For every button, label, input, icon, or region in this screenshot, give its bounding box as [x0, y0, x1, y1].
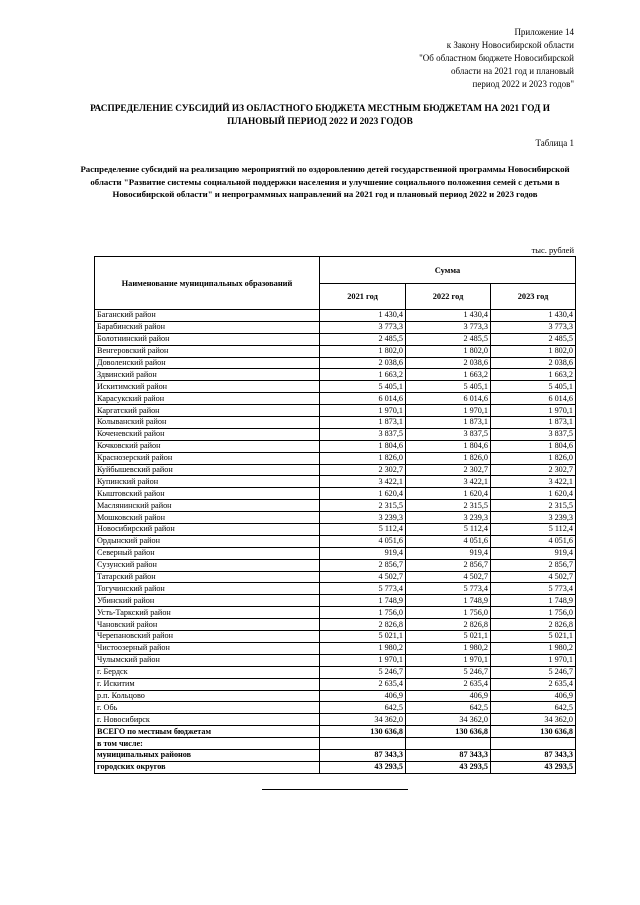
- table-row: [95, 393, 576, 405]
- cell-amount: 2 635,4: [491, 678, 576, 690]
- cell-municipality: Венгеровский район: [95, 345, 320, 357]
- cell-amount: 2 315,5: [320, 500, 406, 512]
- cell-amount: 642,5: [406, 702, 491, 714]
- table-row: [95, 749, 576, 761]
- cell-amount: 1 802,0: [320, 345, 406, 357]
- cell-municipality: Ордынский район: [95, 535, 320, 547]
- cell-amount: 1 970,1: [406, 654, 491, 666]
- cell-amount: 5 246,7: [491, 666, 576, 678]
- cell-amount: 2 302,7: [491, 464, 576, 476]
- cell-amount: 1 802,0: [491, 345, 576, 357]
- table-row: [95, 369, 576, 381]
- annex-line: области на 2021 год и плановый: [451, 66, 574, 76]
- table-row: [95, 512, 576, 524]
- cell-amount: 642,5: [491, 702, 576, 714]
- cell-municipality: Барабинский район: [95, 321, 320, 333]
- cell-amount: 3 422,1: [320, 476, 406, 488]
- units-label: тыс. рублей: [531, 245, 574, 255]
- cell-amount: 5 246,7: [406, 666, 491, 678]
- cell-amount: 642,5: [320, 702, 406, 714]
- table-row: [95, 583, 576, 595]
- cell-amount: 1 430,4: [406, 310, 491, 322]
- header-name: Наименование муниципальных образований: [95, 257, 320, 310]
- document-title: РАСПРЕДЕЛЕНИЕ СУБСИДИЙ ИЗ ОБЛАСТНОГО БЮДЖЕТА МЕСТНЫМ БЮДЖЕТАМ НА 2021 ГОД И ПЛАНОВЫЙ ПЕРИОД 2022 И 2023 ГОДОВ: [90, 104, 550, 127]
- cell-amount: 2 485,5: [406, 333, 491, 345]
- annex-line: к Закону Новосибирской области: [446, 40, 574, 50]
- cell-municipality: городских округов: [95, 761, 320, 773]
- cell-amount: 130 636,8: [320, 726, 406, 738]
- table-row: [95, 761, 576, 773]
- table-row: [95, 500, 576, 512]
- cell-municipality: Татарский район: [95, 571, 320, 583]
- cell-municipality: Купинский район: [95, 476, 320, 488]
- table-row: [95, 642, 576, 654]
- table-row: [95, 440, 576, 452]
- table-row: [95, 595, 576, 607]
- cell-amount: 3 837,5: [406, 428, 491, 440]
- cell-municipality: ВСЕГО по местным бюджетам: [95, 726, 320, 738]
- table-row: [95, 666, 576, 678]
- table-row: [95, 464, 576, 476]
- cell-municipality: Мошковский район: [95, 512, 320, 524]
- cell-municipality: Черепановский район: [95, 631, 320, 643]
- cell-amount: 919,4: [320, 547, 406, 559]
- cell-municipality: г. Обь: [95, 702, 320, 714]
- cell-municipality: Северный район: [95, 547, 320, 559]
- cell-amount: 1 756,0: [320, 607, 406, 619]
- cell-amount: 1 970,1: [320, 405, 406, 417]
- cell-amount: 1 748,9: [491, 595, 576, 607]
- cell-amount: 1 430,4: [320, 310, 406, 322]
- cell-municipality: Карасукский район: [95, 393, 320, 405]
- cell-amount: 2 826,8: [491, 619, 576, 631]
- cell-amount: 5 773,4: [320, 583, 406, 595]
- table-row: [95, 702, 576, 714]
- table-row: [95, 428, 576, 440]
- table-row: [95, 714, 576, 726]
- cell-municipality: Чановский район: [95, 619, 320, 631]
- cell-amount: 2 302,7: [320, 464, 406, 476]
- cell-amount: 1 620,4: [320, 488, 406, 500]
- cell-amount: 5 112,4: [320, 524, 406, 536]
- cell-amount: 130 636,8: [406, 726, 491, 738]
- cell-amount: 5 405,1: [320, 381, 406, 393]
- cell-amount: 1 970,1: [320, 654, 406, 666]
- cell-amount: 1 826,0: [320, 452, 406, 464]
- table-row: [95, 547, 576, 559]
- cell-municipality: Коченевский район: [95, 428, 320, 440]
- cell-amount: 5 405,1: [491, 381, 576, 393]
- cell-amount: 1 980,2: [320, 642, 406, 654]
- cell-amount: 1 970,1: [491, 654, 576, 666]
- table-row: [95, 631, 576, 643]
- table-row: [95, 654, 576, 666]
- cell-municipality: Баганский район: [95, 310, 320, 322]
- cell-amount: 4 051,6: [491, 535, 576, 547]
- cell-amount: 3 837,5: [491, 428, 576, 440]
- cell-amount: 5 112,4: [406, 524, 491, 536]
- cell-amount: 2 856,7: [491, 559, 576, 571]
- cell-amount: 919,4: [491, 547, 576, 559]
- cell-amount: 87 343,3: [406, 749, 491, 761]
- cell-municipality: Тогучинский район: [95, 583, 320, 595]
- table-row: [95, 488, 576, 500]
- table-row: [95, 559, 576, 571]
- cell-municipality: Маслянинский район: [95, 500, 320, 512]
- cell-amount: 1 620,4: [491, 488, 576, 500]
- cell-amount: 1 756,0: [491, 607, 576, 619]
- cell-amount: 6 014,6: [320, 393, 406, 405]
- cell-amount: 1 980,2: [406, 642, 491, 654]
- cell-amount: 406,9: [406, 690, 491, 702]
- cell-amount: 1 804,6: [491, 440, 576, 452]
- cell-municipality: Здвинский район: [95, 369, 320, 381]
- cell-municipality: Усть-Таркский район: [95, 607, 320, 619]
- cell-amount: 1 980,2: [491, 642, 576, 654]
- table-row: [95, 571, 576, 583]
- cell-amount: 4 051,6: [320, 535, 406, 547]
- table-row: [95, 333, 576, 345]
- cell-amount: 2 315,5: [406, 500, 491, 512]
- cell-municipality: г. Новосибирск: [95, 714, 320, 726]
- table-row: [95, 690, 576, 702]
- cell-municipality: муниципальных районов: [95, 749, 320, 761]
- cell-amount: 1 804,6: [320, 440, 406, 452]
- table-row: [95, 417, 576, 429]
- cell-amount: 1 873,1: [406, 417, 491, 429]
- cell-amount: 2 635,4: [406, 678, 491, 690]
- cell-amount: 3 239,3: [491, 512, 576, 524]
- cell-amount: 6 014,6: [491, 393, 576, 405]
- cell-municipality: Кочковский район: [95, 440, 320, 452]
- cell-amount: 1 663,2: [406, 369, 491, 381]
- table-row: [95, 321, 576, 333]
- cell-amount: 1 970,1: [406, 405, 491, 417]
- cell-amount: 2 038,6: [320, 357, 406, 369]
- table-row: [95, 381, 576, 393]
- table-row: [95, 405, 576, 417]
- cell-municipality: Кыштовский район: [95, 488, 320, 500]
- cell-municipality: Доволенский район: [95, 357, 320, 369]
- cell-amount: 3 239,3: [320, 512, 406, 524]
- table-row: [95, 524, 576, 536]
- cell-amount: 1 748,9: [406, 595, 491, 607]
- cell-amount: 2 856,7: [320, 559, 406, 571]
- cell-amount: 1 873,1: [320, 417, 406, 429]
- table-row: [95, 535, 576, 547]
- cell-amount: 1 873,1: [491, 417, 576, 429]
- cell-amount: 5 246,7: [320, 666, 406, 678]
- cell-municipality: Краснозерский район: [95, 452, 320, 464]
- cell-municipality: в том числе:: [95, 738, 320, 750]
- cell-amount: 919,4: [406, 547, 491, 559]
- cell-amount: 5 021,1: [406, 631, 491, 643]
- table-title: Распределение субсидий на реализацию мероприятий по оздоровлению детей государственной программы Новосибирской области "Развитие системы социальной поддержки населения и улучшение социального положения семей с детьми в Новосибирской области" и непрограммных направлений на 2021 год и плановый период 2022 и 2023 годов: [80, 164, 570, 199]
- cell-amount: 87 343,3: [491, 749, 576, 761]
- cell-amount: 3 239,3: [406, 512, 491, 524]
- cell-amount: 5 021,1: [491, 631, 576, 643]
- cell-amount: 43 293,5: [491, 761, 576, 773]
- cell-amount: 2 485,5: [491, 333, 576, 345]
- cell-amount: 6 014,6: [406, 393, 491, 405]
- table-row: [95, 738, 576, 750]
- header-year: 2023 год: [491, 284, 576, 310]
- table-row: [95, 357, 576, 369]
- cell-amount: 1 620,4: [406, 488, 491, 500]
- header-year: 2021 год: [320, 284, 406, 310]
- table-row: [95, 619, 576, 631]
- cell-amount: 406,9: [491, 690, 576, 702]
- cell-amount: 34 362,0: [491, 714, 576, 726]
- cell-amount: 4 502,7: [320, 571, 406, 583]
- annex-block: [354, 26, 574, 91]
- table-number: Таблица 1: [535, 138, 574, 148]
- cell-amount: 3 773,3: [491, 321, 576, 333]
- cell-amount: 43 293,5: [320, 761, 406, 773]
- cell-municipality: Новосибирский район: [95, 524, 320, 536]
- cell-municipality: Каргатский район: [95, 405, 320, 417]
- cell-amount: 2 302,7: [406, 464, 491, 476]
- cell-municipality: г. Искитим: [95, 678, 320, 690]
- cell-amount: 3 773,3: [406, 321, 491, 333]
- cell-municipality: Чистоозерный район: [95, 642, 320, 654]
- table-row: [95, 476, 576, 488]
- cell-amount: 3 422,1: [406, 476, 491, 488]
- cell-amount: 4 502,7: [491, 571, 576, 583]
- cell-amount: 130 636,8: [491, 726, 576, 738]
- cell-amount: 2 826,8: [320, 619, 406, 631]
- cell-amount: 5 773,4: [406, 583, 491, 595]
- cell-amount: 2 315,5: [491, 500, 576, 512]
- header-sum: Сумма: [320, 257, 576, 284]
- cell-amount: 3 773,3: [320, 321, 406, 333]
- table-row: [95, 345, 576, 357]
- cell-municipality: Искитимский район: [95, 381, 320, 393]
- cell-amount: 3 837,5: [320, 428, 406, 440]
- cell-amount: 1 970,1: [491, 405, 576, 417]
- cell-municipality: р.п. Кольцово: [95, 690, 320, 702]
- cell-amount: [320, 738, 406, 750]
- annex-line: период 2022 и 2023 годов": [472, 79, 574, 89]
- cell-amount: 2 485,5: [320, 333, 406, 345]
- cell-amount: 2 826,8: [406, 619, 491, 631]
- cell-municipality: Убинский район: [95, 595, 320, 607]
- table-row: [95, 452, 576, 464]
- cell-amount: 3 422,1: [491, 476, 576, 488]
- table-row: [95, 678, 576, 690]
- cell-municipality: Колыванский район: [95, 417, 320, 429]
- cell-amount: 2 038,6: [406, 357, 491, 369]
- cell-amount: [491, 738, 576, 750]
- table-body: [95, 310, 576, 774]
- cell-amount: 4 051,6: [406, 535, 491, 547]
- cell-amount: 1 430,4: [491, 310, 576, 322]
- cell-amount: 406,9: [320, 690, 406, 702]
- cell-amount: 5 112,4: [491, 524, 576, 536]
- cell-amount: 5 773,4: [491, 583, 576, 595]
- cell-amount: 2 038,6: [491, 357, 576, 369]
- cell-amount: 87 343,3: [320, 749, 406, 761]
- cell-municipality: Куйбышевский район: [95, 464, 320, 476]
- cell-municipality: Чулымский район: [95, 654, 320, 666]
- cell-municipality: Болотнинский район: [95, 333, 320, 345]
- cell-amount: 1 804,6: [406, 440, 491, 452]
- table-row: [95, 310, 576, 322]
- cell-amount: 1 663,2: [320, 369, 406, 381]
- cell-amount: 34 362,0: [406, 714, 491, 726]
- cell-amount: 43 293,5: [406, 761, 491, 773]
- cell-municipality: г. Бердск: [95, 666, 320, 678]
- cell-amount: 5 021,1: [320, 631, 406, 643]
- footer-divider: [262, 789, 408, 790]
- table-row: [95, 726, 576, 738]
- cell-amount: 1 802,0: [406, 345, 491, 357]
- subsidy-table: [94, 256, 576, 774]
- cell-amount: 1 663,2: [491, 369, 576, 381]
- cell-amount: 5 405,1: [406, 381, 491, 393]
- header-year: 2022 год: [406, 284, 491, 310]
- cell-amount: 1 826,0: [491, 452, 576, 464]
- cell-amount: 1 826,0: [406, 452, 491, 464]
- cell-amount: 34 362,0: [320, 714, 406, 726]
- cell-amount: 2 635,4: [320, 678, 406, 690]
- annex-line: Приложение 14: [514, 27, 574, 37]
- annex-line: "Об областном бюджете Новосибирской: [419, 53, 574, 63]
- cell-municipality: Сузунский район: [95, 559, 320, 571]
- cell-amount: 4 502,7: [406, 571, 491, 583]
- cell-amount: 1 756,0: [406, 607, 491, 619]
- cell-amount: 1 748,9: [320, 595, 406, 607]
- cell-amount: 2 856,7: [406, 559, 491, 571]
- table-row: [95, 607, 576, 619]
- cell-amount: [406, 738, 491, 750]
